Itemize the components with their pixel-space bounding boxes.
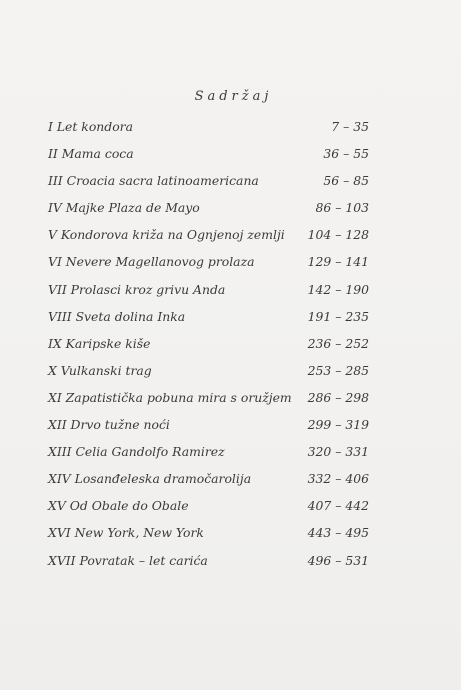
toc-list (48, 116, 378, 577)
toc-entry (48, 143, 378, 170)
toc-chapter-title: IX Karipske kiše (48, 335, 151, 351)
toc-page-range: 320 – 331 (307, 444, 369, 460)
toc-chapter-title: I Let kondora (48, 119, 133, 134)
toc-chapter-title: XII Drvo tužne noći (48, 417, 170, 433)
toc-chapter-title: V Kondorova križa na Ognjenoj zemlji (48, 227, 285, 243)
toc-page-range: 236 – 252 (307, 335, 369, 351)
toc-page-range: 36 – 55 (323, 146, 369, 162)
toc-page-range: 7 – 35 (331, 119, 369, 134)
toc-chapter-title: XIV Losanđeleska dramočarolija (48, 471, 252, 487)
toc-chapter-title: II Mama coca (48, 146, 134, 162)
toc-chapter-title: III Croacia sacra latinoamericana (48, 173, 259, 189)
toc-entry (48, 279, 378, 306)
toc-entry (48, 522, 378, 549)
toc-entry (48, 197, 378, 224)
toc-entry (48, 495, 378, 522)
toc-entry (48, 468, 378, 495)
toc-chapter-title: X Vulkanski trag (48, 362, 152, 378)
toc-page-range: 142 – 190 (307, 281, 369, 297)
toc-entry (48, 306, 378, 333)
toc-page-range: 407 – 442 (307, 498, 369, 514)
toc-page-range: 332 – 406 (307, 471, 369, 487)
toc-page-range: 299 – 319 (307, 417, 369, 433)
toc-page-range: 496 – 531 (307, 552, 369, 568)
toc-entry (48, 251, 378, 278)
toc-page-range: 286 – 298 (307, 389, 369, 405)
toc-entry (48, 414, 378, 441)
toc-chapter-title: XV Od Obale do Obale (48, 498, 189, 514)
toc-chapter-title: VIII Sveta dolina Inka (48, 308, 186, 324)
toc-page-range: 104 – 128 (307, 227, 369, 243)
toc-entry (48, 441, 378, 468)
toc-entry (48, 170, 378, 197)
toc-chapter-title: XIII Celia Gandolfo Ramirez (48, 444, 225, 460)
toc-entry (48, 550, 378, 577)
toc-entry (48, 224, 378, 251)
toc-chapter-title: VI Nevere Magellanovog prolaza (48, 254, 255, 270)
toc-entry (48, 116, 378, 143)
toc-entry (48, 387, 378, 414)
toc-chapter-title: XI Zapatistička pobuna mira s oružjem (48, 389, 292, 405)
toc-chapter-title: XVII Povratak – let carića (48, 552, 208, 568)
toc-chapter-title: XVI New York, New York (48, 525, 204, 541)
toc-chapter-title: VII Prolasci kroz grivu Anda (48, 281, 226, 297)
toc-page-range: 86 – 103 (315, 200, 369, 216)
toc-page-range: 191 – 235 (307, 308, 369, 324)
toc-entry (48, 360, 378, 387)
toc-page-range: 253 – 285 (307, 362, 369, 378)
toc-page-range: 56 – 85 (323, 173, 369, 189)
toc-entry (48, 333, 378, 360)
toc-title: Sadržaj (194, 89, 273, 104)
toc-chapter-title: IV Majke Plaza de Mayo (48, 200, 200, 216)
toc-page-range: 443 – 495 (307, 525, 369, 541)
toc-page-range: 129 – 141 (307, 254, 369, 270)
